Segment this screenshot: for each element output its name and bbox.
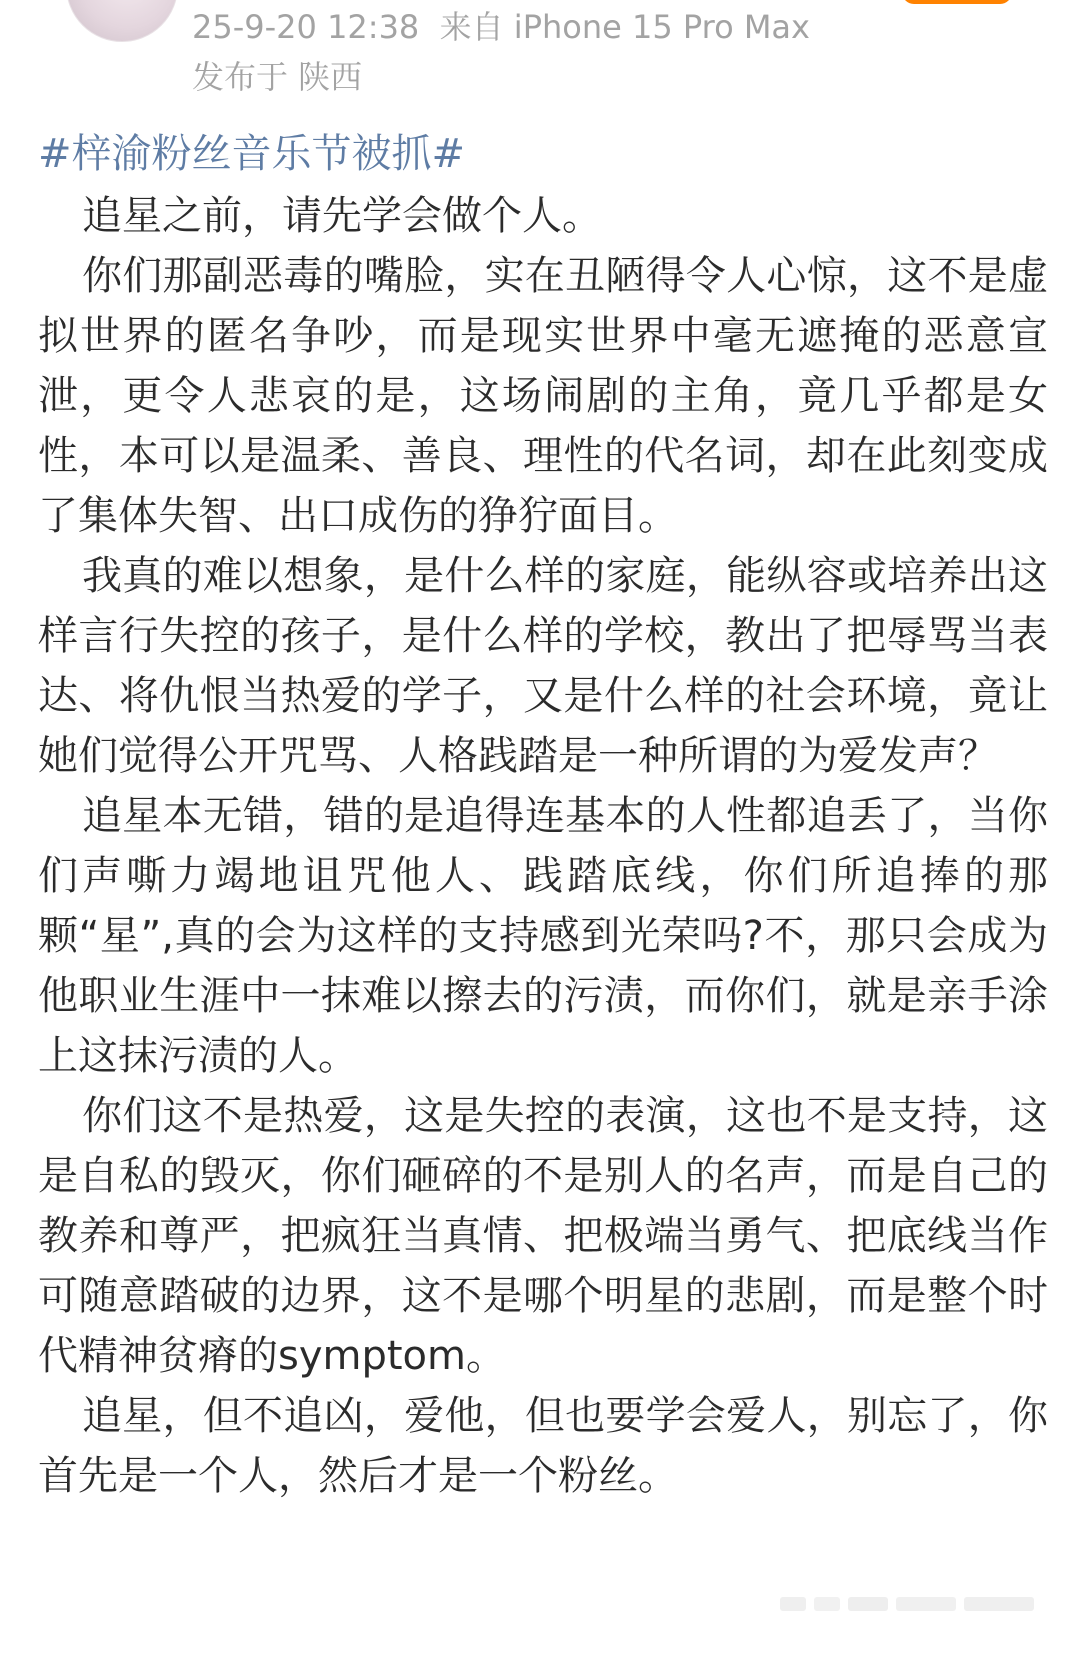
post-timestamp: 25-9-20 12:38 [192,8,420,46]
topic-hashtag-link[interactable]: #梓渝粉丝音乐节被抓# [38,131,466,177]
post-paragraph-1: 追星之前，请先学会做个人。 [82,193,602,239]
watermark [780,1589,1040,1619]
post-paragraph-6: 追星，但不追凶，爱他，但也要学会爱人，别忘了，你首先是一个人，然后才是一个粉丝。 [38,1393,1048,1499]
post-paragraph-3: 我真的难以想象，是什么样的家庭，能纵容或培养出这样言行失控的孩子，是什么样的学校，教出了把辱骂当表达、将仇恨当热爱的学子，又是什么样的社会环境，竟让她们觉得公开咒骂、人格践踏是一种所谓的为爱发声？ [38,553,1048,779]
post-paragraph-4: 追星本无错，错的是追得连基本的人性都追丢了，当你们声嘶力竭地诅咒他人、践踏底线，你们所追捧的那颗“星”,真的会为这样的支持感到光荣吗?不，那只会成为他职业生涯中一抹难以擦去的污渍，而你们，就是亲手涂上这抹污渍的人。 [38,793,1048,1079]
post-source-device: 来自 iPhone 15 Pro Max [439,8,810,46]
post-paragraph-5: 你们这不是热爱，这是失控的表演，这也不是支持，这是自私的毁灭，你们砸碎的不是别人的名声，而是自己的教养和尊严，把疯狂当真情、把极端当勇气、把底线当作可随意踏破的边界，这不是哪个明星的悲剧，而是整个时代精神贫瘠的symptom。 [38,1093,1048,1379]
post-paragraph-2: 你们那副恶毒的嘴脸，实在丑陋得令人心惊，这不是虚拟世界的匿名争吵，而是现实世界中毫无遮掩的恶意宣泄，更令人悲哀的是，这场闹剧的主角，竟几乎都是女性，本可以是温柔、善良、理性的代名词，却在此刻变成了集体失智、出口成伤的狰狞面目。 [38,253,1048,539]
post-header [0,0,1080,110]
post-body [38,124,1048,1506]
follow-button[interactable] [902,0,1012,4]
post-time-source [192,2,810,48]
post-location: 发布于 陕西 [192,58,363,96]
user-avatar[interactable] [66,0,178,42]
